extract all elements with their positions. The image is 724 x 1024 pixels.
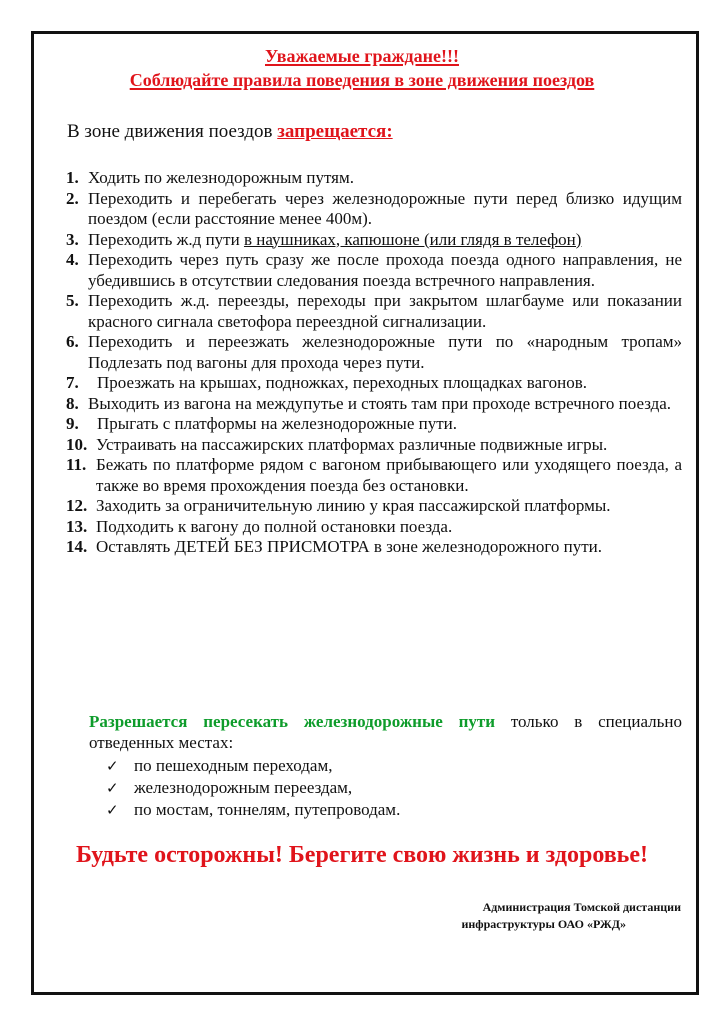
list-item (66, 168, 682, 189)
list-item-main-text: Выходить из вагона на междупутье и стоять там при проходе встречного поезда. (88, 393, 672, 413)
intro-line (67, 121, 393, 143)
list-item-number: 3. (66, 229, 79, 249)
list-item-number: 14. (66, 537, 88, 556)
checkmark-icon: ✓ (106, 801, 119, 819)
list-item-number: 7. (66, 373, 79, 392)
list-item-number: 2. (66, 188, 79, 208)
list-item-text (88, 332, 682, 373)
allowed-item-text: по пешеходным переходам, (134, 756, 333, 775)
allowed-lead: Разрешается пересекать железнодорожные пути (89, 712, 496, 731)
list-item-main-text: Заходить за ограничительную линию у края пассажирской платформы. (96, 496, 611, 515)
list-item-main-text: Бежать по платформе рядом с вагоном прибывающего или уходящего поезда, а также во время прохождения поезда без остановки. (96, 455, 682, 495)
safety-slogan: Будьте осторожны! Берегите свою жизнь и здоровье! (75, 842, 649, 868)
allowed-item (106, 777, 400, 799)
list-item-text (88, 394, 682, 415)
list-item (66, 517, 682, 538)
list-item-number: 1. (66, 168, 79, 187)
list-item-text (96, 435, 682, 456)
list-item (66, 435, 682, 456)
list-item (66, 291, 682, 332)
list-item-text (97, 414, 682, 435)
allowed-item (106, 799, 400, 821)
list-item-number: 8. (66, 393, 79, 413)
allowed-item-text: железнодорожным переездам, (134, 778, 353, 797)
header-title: Соблюдайте правила поведения в зоне движения поездов (129, 70, 595, 90)
list-item (66, 537, 682, 558)
list-item-main-text: Подходить к вагону до полной остановки поезда. (96, 516, 453, 536)
list-item-number: 13. (66, 516, 88, 536)
allowed-rest: только в специально отведенных местах: (89, 712, 682, 752)
list-item-main-text: Проезжать на крышах, подножках, переходных площадках вагонов. (97, 373, 588, 392)
checkmark-icon: ✓ (106, 779, 119, 797)
list-item-text (88, 291, 682, 332)
list-item (66, 250, 682, 291)
list-item-main-text: Переходить через путь сразу же после прохода поезда одного направления, не убедившись в отсутствии следования поезда встречного направления. (88, 250, 682, 290)
checkmark-icon: ✓ (106, 757, 119, 775)
intro-text: В зоне движения поездов (67, 121, 278, 142)
list-item-main-text: Устраивать на пассажирских платформах различные подвижные игры. (96, 434, 608, 454)
list-item-main-text: Оставлять ДЕТЕЙ БЕЗ ПРИСМОТРА в зоне железнодорожного пути. (96, 537, 603, 556)
signature-line-1: Администрация Томской дистанции (482, 900, 681, 914)
list-item-number: 6. (66, 332, 79, 351)
list-item-text (88, 250, 682, 291)
list-item-text (88, 189, 682, 230)
list-item (66, 496, 682, 517)
list-item (66, 189, 682, 230)
list-item-text (96, 455, 682, 496)
list-item-underlined-text: в наушниках, капюшоне (или глядя в телефон) (243, 229, 582, 249)
allowed-list (106, 755, 400, 821)
list-item-main-text: Переходить и переезжать железнодорожные пути по «народным тропам» Подлезать под вагоны для прохода через пути. (88, 332, 682, 372)
list-item-text (96, 496, 682, 517)
list-item-main-text: Переходить ж.д. переезды, переходы при закрытом шлагбауме или показании красного сигнала светофора переездной сигнализации. (88, 291, 682, 331)
prohibited-list (66, 168, 682, 558)
list-item-main-text: Переходить ж.д пути (88, 229, 244, 249)
list-item-text (96, 517, 682, 538)
allowed-paragraph (89, 712, 682, 753)
list-item-text (97, 373, 682, 394)
list-item-number: 11. (66, 455, 87, 474)
allowed-item-text: по мостам, тоннелям, путепроводам. (134, 800, 401, 819)
list-item-number: 12. (66, 496, 88, 515)
list-item-main-text: Прыгать с платформы на железнодорожные пути. (97, 414, 457, 433)
list-item (66, 373, 682, 394)
list-item-number: 5. (66, 291, 79, 310)
list-item-text (88, 168, 682, 189)
signature-line-2: инфраструктуры ОАО «РЖД» (461, 917, 626, 931)
header-greeting: Уважаемые граждане!!! (265, 46, 459, 66)
list-item-main-text: Переходить и перебегать через железнодорожные пути перед близко идущим поездом (если расстояние менее 400м). (88, 188, 682, 228)
list-item-number: 10. (66, 434, 88, 454)
list-item-number: 4. (66, 250, 79, 269)
list-item (66, 455, 682, 496)
list-item (66, 414, 682, 435)
signature (461, 899, 681, 933)
list-item (66, 230, 682, 251)
list-item (66, 394, 682, 415)
list-item-text (96, 537, 682, 558)
list-item-text (88, 230, 682, 251)
list-item-number: 9. (66, 414, 79, 433)
allowed-item (106, 755, 400, 777)
list-item (66, 332, 682, 373)
list-item-main-text: Ходить по железнодорожным путям. (88, 168, 354, 187)
intro-highlight: запрещается: (277, 121, 393, 142)
